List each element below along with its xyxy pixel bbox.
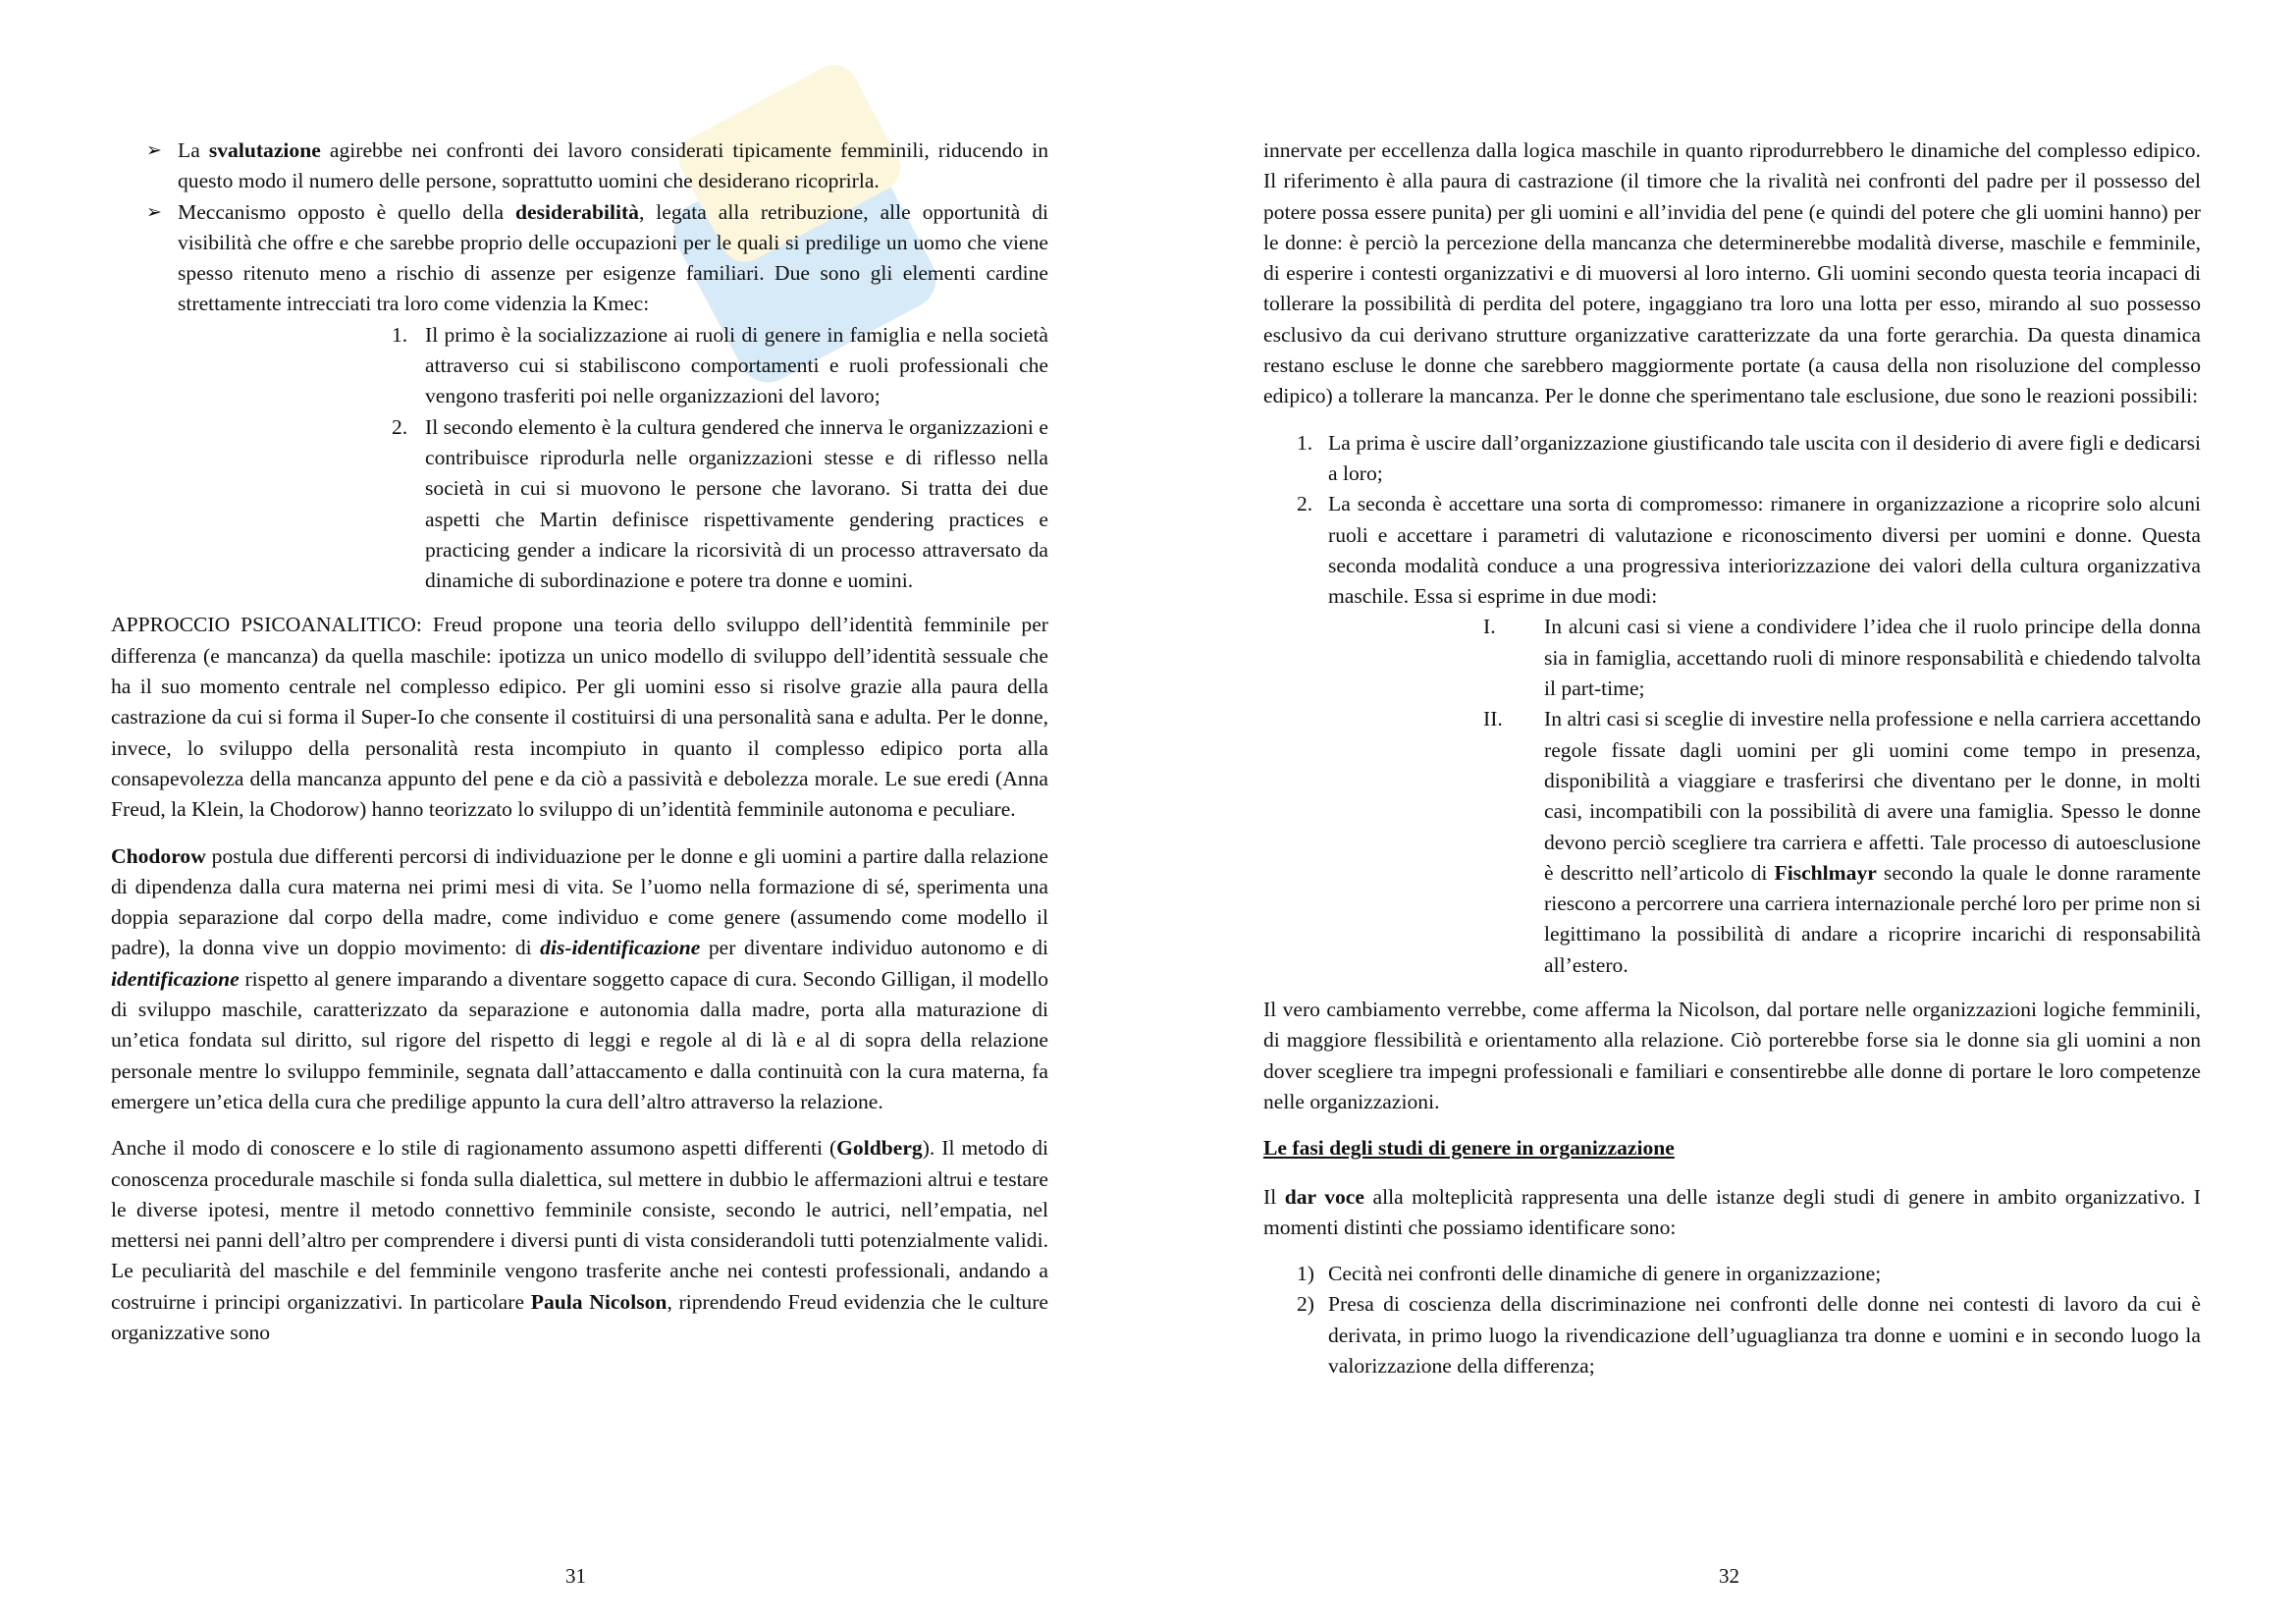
section-heading: Le fasi degli studi di genere in organizzazione: [1263, 1136, 1675, 1161]
list-item: I. In alcuni casi si viene a condividere l’idea che il ruolo principe della donna sia in famiglia, accettando ruoli di minore responsabilità e chiedendo talvolta il part-time;: [1483, 615, 2201, 701]
page-number: 32: [1719, 1564, 1739, 1588]
left-column: [111, 135, 1048, 1364]
right-page: [1148, 0, 2296, 1623]
list-item: 1. La prima è uscire dall’organizzazione giustificando tale uscita con il desiderio di avere figli e dedicarsi a loro;: [1297, 430, 2201, 485]
kmec-elements-list: [392, 320, 1048, 597]
list-item: 1. Il primo è la socializzazione ai ruoli di genere in famiglia e nella società attraverso cui si stabiliscono comportamenti e ruoli professionali che vengono trasferiti poi nelle organizzazioni del lavoro;: [392, 322, 1048, 408]
bullet-desiderabilita: ➢ Meccanismo opposto è quello della desiderabilità, legata alla retribuzione, alle opportunità di visibilità che offre e che sarebbe proprio delle occupazioni per le quali si predilige un uomo che viene spesso ritenuto meno a rischio di assenze per esigenze familiari. Due sono gli elementi cardine strettamente intrecciati tra loro come videnzia la Kmec:: [111, 197, 1048, 320]
paragraph-intro: innervate per eccellenza dalla logica maschile in quanto riprodurrebbero le dinamiche del complesso edipico. Il riferimento è alla paura di castrazione (il timore che la rivalità nei confronti del padre per il possesso del potere possa essere punita) per gli uomini e all’invidia del pene (e quindi del potere che gli uomini hanno) per le donne: è perciò la percezione della mancanza che determinerebbe modalità diverse, maschile e femminile, di esperire i contesti organizzativi e di muoversi al loro interno. Gli uomini secondo questa teoria incapaci di tollerare la possibilità di perdita del potere, ingaggiano tra loro una lotta per esso, mirando al suo possesso esclusivo da cui derivano strutture organizzative caratterizzate da una forte gerarchia. Da questa dinamica restano escluse le donne che sarebbero maggiormente portate (a causa della non risoluzione del complesso edipico) a tollerare la mancanza. Per le donne che sperimentano tale esclusione, due sono le reazioni possibili:: [1263, 138, 2201, 408]
phases-list: [1297, 1259, 2201, 1381]
paragraph-psicoanalitico: APPROCCIO PSICOANALITICO: Freud propone una teoria dello sviluppo dell’identità femminile per differenza (e mancanza) da quella maschile: ipotizza un unico modello di sviluppo dell’identità sessuale che ha il suo momento centrale nel complesso edipico. Per gli uomini esso si risolve grazie alla paura della castrazione da cui si forma il Super-Io che consente il costituirsi di una personalità sana e adulta. Per le donne, invece, lo sviluppo della personalità resta incompiuto in quanto il complesso edipico porta alla consapevolezza della mancanza appunto del pene e da ciò a passività e debolezza morale. Le sue eredi (Anna Freud, la Klein, la Chodorow) hanno teorizzato lo sviluppo di un’identità femminile autonoma e peculiare.: [111, 613, 1048, 822]
paragraph-chodorow: Chodorow postula due differenti percorsi di individuazione per le donne e gli uomini a partire dalla relazione di dipendenza dalla cura materna nei primi mesi di vita. Se l’uomo nella formazione di sé, sperimenta una doppia separazione dal corpo della madre, come individuo e come genere (assumendo come modello il padre), la donna vive un doppio movimento: di dis-identificazione per diventare individuo autonomo e di identificazione rispetto al genere imparando a diventare soggetto capace di cura. Secondo Gilligan, il modello di sviluppo maschile, caratterizzato da separazione e autonomia dalla madre, porta alla maturazione di un’etica fondata sul diritto, sul rigore del rispetto di leggi e regole al di là e al di sopra della relazione personale mentre lo sviluppo femminile, segnata dall’attaccamento e dalla continuità con la cura materna, fa emergere un’etica della cura che predilige appunto la cura dell’altro attraverso la relazione.: [111, 843, 1048, 1113]
list-item: 2. Il secondo elemento è la cultura gendered che innerva le organizzazioni e contribuisce riprodurla nelle organizzazioni stesse e di riflesso nella società in cui si muovono le persone che lavorano. Si tratta dei due aspetti che Martin definisce rispettivamente gendering practices e practicing gender a indicare la ricorsività di un processo attraversato da dinamiche di subordinazione e potere tra donne e uomini.: [392, 414, 1048, 593]
bullet-svalutazione: ➢ La svalutazione agirebbe nei confronti dei lavoro considerati tipicamente femminili, riducendo in questo modo il numero delle persone, soprattutto uomini che desiderano ricoprirla.: [111, 135, 1048, 197]
paragraph-change: Il vero cambiamento verrebbe, come afferma la Nicolson, dal portare nelle organizzazioni logiche femminili, di maggiore flessibilità e orientamento alla relazione. Ciò porterebbe forse sia le donne sia gli uomini a non dover scegliere tra impegni professionali e familiari e consentirebbe alle donne di portare le loro competenze nelle organizzazioni.: [1263, 998, 2201, 1113]
list-item: II. In altri casi si sceglie di investire nella professione e nella carriera accettando regole fissate dagli uomini per gli uomini come tempo in presenza, disponibilità a viaggiare e trasferirsi che diventano per le donne, in molti casi, incompatibili con la possibilità di avere una famiglia. Spesso le donne devono perciò scegliere tra carriera e affetti. Tale processo di autoesclusione è descritto nell’articolo di Fischlmayr secondo la quale le donne raramente riescono a percorrere una carriera internazionale perché loro per prime non si legittimano la possibilità di andare a ricoprire incarichi di responsabilità all’estero.: [1483, 707, 2201, 977]
arrow-bullet-icon: ➢: [146, 140, 162, 161]
arrow-bullet-icon: ➢: [146, 201, 162, 223]
list-item: 1) Cecità nei confronti delle dinamiche di genere in organizzazione;: [1297, 1262, 1882, 1286]
paragraph-goldberg: Anche il modo di conoscere e lo stile di ragionamento assumono aspetti differenti (Goldberg). Il metodo di conoscenza procedurale maschile si fonda sulla dialettica, sul mettere in dubbio le affermazioni altrui e testare le diverse ipotesi, mentre il metodo connettivo femminile consiste, secondo le autrici, nell’empatia, nel mettersi nei panni dell’altro per comprendere i diversi punti di vista considerandoli tutti potenzialmente validi. Le peculiarità del maschile e del femminile vengono trasferite anche nei contesti professionali, andando a costruirne i principi organizzativi. In particolare Paula Nicolson, riprendendo Freud evidenzia che le culture organizzative sono: [111, 1136, 1048, 1344]
reactions-list: [1297, 428, 2201, 613]
right-column: [1263, 135, 2201, 1381]
list-item: 2. La seconda è accettare una sorta di compromesso: rimanere in organizzazione a ricoprire solo alcuni ruoli e accettare i parametri di valutazione e riconoscimento diversi per uomini e donne. Questa seconda modalità conduce a una progressiva interiorizzazione dei valori della cultura organizzativa maschile. Essa si esprime in due modi:: [1297, 492, 2201, 609]
page-number: 31: [565, 1564, 586, 1588]
list-item: 2) Presa di coscienza della discriminazione nei confronti delle donne nei contesti di lavoro da cui è derivata, in primo luogo la rivendicazione dell’uguaglianza tra donne e uomini e in secondo luogo la valorizzazione della differenza;: [1297, 1292, 2201, 1378]
modes-list: [1460, 612, 2201, 981]
paragraph-dar-voce: Il dar voce alla molteplicità rappresenta una delle istanze degli studi di genere in ambito organizzativo. I momenti distinti che possiamo identificare sono:: [1263, 1184, 2201, 1239]
